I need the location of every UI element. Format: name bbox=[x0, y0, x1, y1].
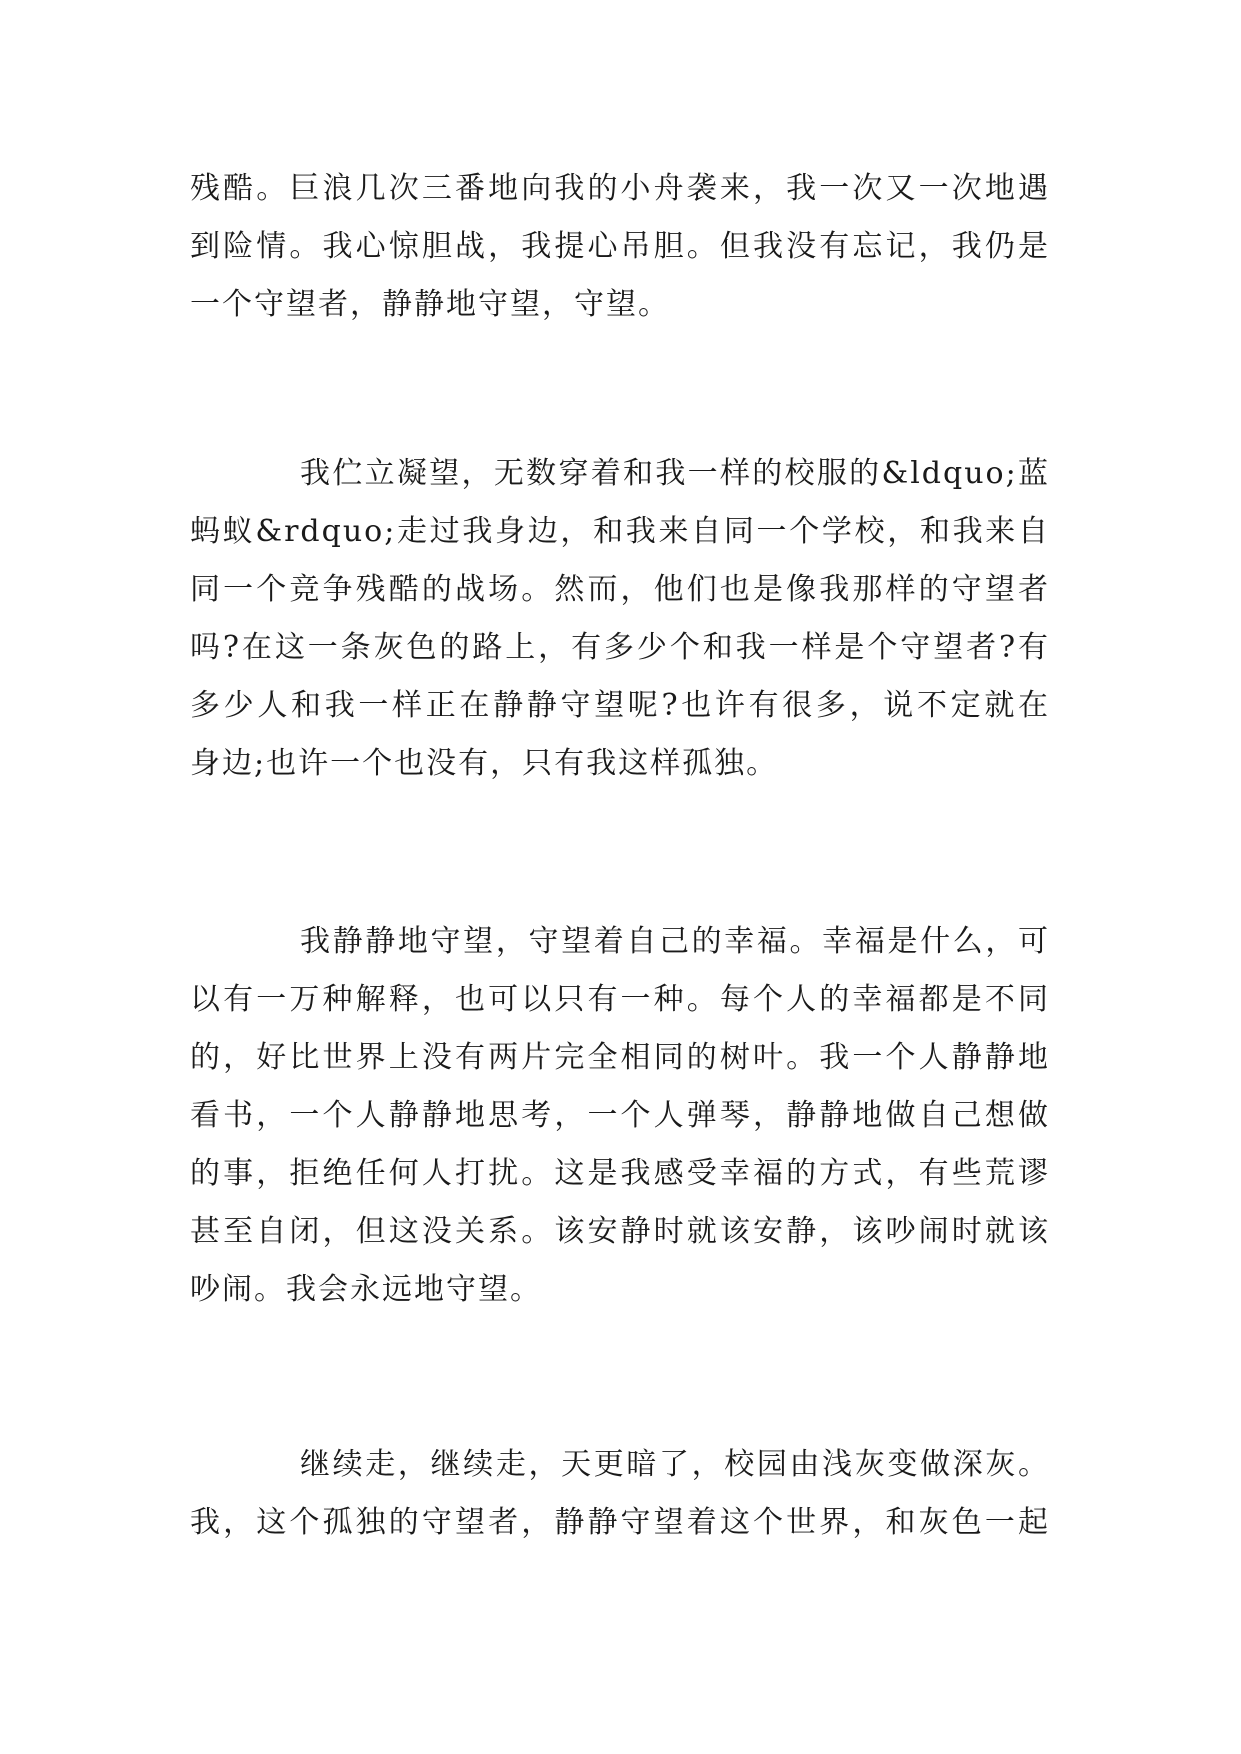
text-line: 身边;也许一个也没有，只有我这样孤独。 bbox=[190, 746, 779, 781]
text-line: 多少人和我一样正在静静守望呢?也许有很多，说不定就在 bbox=[190, 688, 1050, 723]
text-line: 继续走，继续走，天更暗了，校园由浅灰变做深灰。 bbox=[300, 1447, 1050, 1482]
paragraph-4 bbox=[190, 1436, 1050, 1552]
text-line: 以有一万种解释，也可以只有一种。每个人的幸福都是不同 bbox=[190, 982, 1050, 1017]
text-line: 的，好比世界上没有两片完全相同的树叶。我一个人静静地 bbox=[190, 1040, 1050, 1075]
paragraph-1 bbox=[190, 160, 1050, 334]
text-line: 蚂蚁&rdquo;走过我身边，和我来自同一个学校，和我来自 bbox=[190, 514, 1050, 549]
paragraph-2 bbox=[190, 445, 1050, 793]
text-line: 看书，一个人静静地思考，一个人弹琴，静静地做自己想做 bbox=[190, 1098, 1050, 1133]
text-line: 我，这个孤独的守望者，静静守望着这个世界，和灰色一起 bbox=[190, 1505, 1050, 1540]
text-line: 吵闹。我会永远地守望。 bbox=[190, 1272, 542, 1307]
text-line: 我伫立凝望，无数穿着和我一样的校服的&ldquo;蓝 bbox=[300, 456, 1050, 491]
text-line: 到险情。我心惊胆战，我提心吊胆。但我没有忘记，我仍是 bbox=[190, 229, 1050, 264]
text-line: 吗?在这一条灰色的路上，有多少个和我一样是个守望者?有 bbox=[190, 630, 1050, 665]
paragraph-3 bbox=[190, 913, 1050, 1319]
text-line: 残酷。巨浪几次三番地向我的小舟袭来，我一次又一次地遇 bbox=[190, 171, 1050, 206]
text-line: 一个守望者，静静地守望，守望。 bbox=[190, 287, 670, 322]
text-line: 我静静地守望，守望着自己的幸福。幸福是什么，可 bbox=[300, 924, 1050, 959]
text-line: 的事，拒绝任何人打扰。这是我感受幸福的方式，有些荒谬 bbox=[190, 1156, 1050, 1191]
text-line: 甚至自闭，但这没关系。该安静时就该安静，该吵闹时就该 bbox=[190, 1214, 1050, 1249]
text-line: 同一个竞争残酷的战场。然而，他们也是像我那样的守望者 bbox=[190, 572, 1050, 607]
